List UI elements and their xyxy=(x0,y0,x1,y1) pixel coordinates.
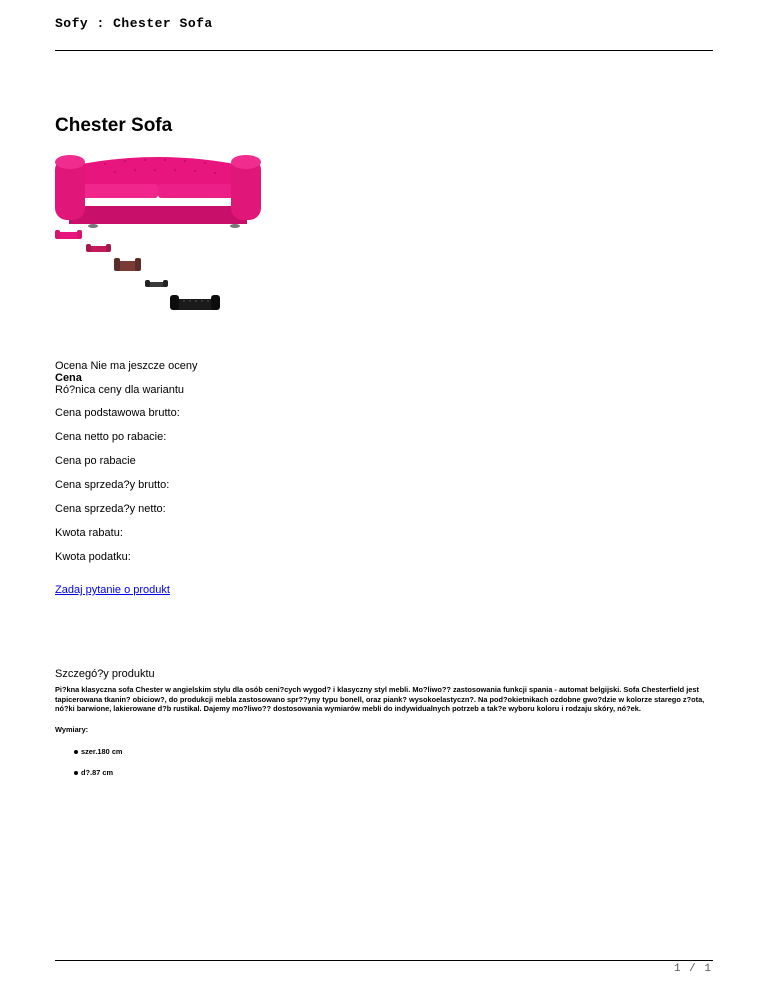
product-thumbnail-2[interactable] xyxy=(86,243,111,254)
dimension-item xyxy=(81,768,113,777)
dimension-width: szer.180 cm xyxy=(81,747,123,756)
rating-text: Ocena Nie ma jeszcze oceny xyxy=(55,360,198,372)
price-row-sale-net: Cena sprzeda?y netto: xyxy=(55,503,166,515)
product-thumbnail-3[interactable] xyxy=(114,256,141,273)
dimension-depth: d?.87 cm xyxy=(81,768,114,777)
product-thumbnail-4[interactable] xyxy=(145,279,168,289)
page-number: 1 / 1 xyxy=(673,963,712,975)
price-heading: Cena xyxy=(55,372,82,384)
price-info xyxy=(55,360,197,396)
details-heading: Szczegó?y produktu xyxy=(55,668,155,680)
product-thumbnail-1[interactable] xyxy=(55,229,82,241)
price-variant-note: Ró?nica ceny dla wariantu xyxy=(55,384,185,396)
product-title: Chester Sofa xyxy=(55,115,173,136)
product-description: Pi?kna klasyczna sofa Chester w angielskim stylu dla osób ceni?cych wygod? i klasyczny styl mebli. Mo?liwo?? zastosowania funkcji spania - automat belgijski. Sofa Chesterfield jest tapicerowana tkanin? obiciow?, do produkcji mebla zastosowano spr??yny typu bonell, oraz piank? wysokoelastyczn?. Na pod?okietnikach ozdobne gwo?dzie w kolorze starego z?ota, nó?ki barwione, lakierowane d?b rustikal. Dajemy mo?liwo?? dostosowania wymiarów mebli do indywidualnych potrzeb a tak?e wyboru koloru i rodzaju skóry, nó?ek. xyxy=(55,685,705,714)
bullet-icon xyxy=(74,750,78,754)
ask-question-link[interactable]: Zadaj pytanie o produkt xyxy=(55,584,170,596)
bullet-icon xyxy=(74,771,78,775)
product-thumbnail-5[interactable] xyxy=(170,293,220,313)
price-row-discounted: Cena po rabacie xyxy=(55,455,136,467)
page-header-title: Sofy : Chester Sofa xyxy=(55,16,213,31)
price-row-net-discounted: Cena netto po rabacie: xyxy=(55,431,167,443)
price-row-sale-gross: Cena sprzeda?y brutto: xyxy=(55,479,170,491)
dimensions-heading: Wymiary: xyxy=(55,725,89,734)
price-row-base-gross: Cena podstawowa brutto: xyxy=(55,407,180,419)
price-row-discount-amount: Kwota rabatu: xyxy=(55,527,123,539)
product-main-image xyxy=(55,148,261,228)
dimension-item xyxy=(81,747,123,756)
footer-divider xyxy=(55,960,713,961)
price-row-tax-amount: Kwota podatku: xyxy=(55,551,131,563)
header-divider xyxy=(55,50,713,51)
